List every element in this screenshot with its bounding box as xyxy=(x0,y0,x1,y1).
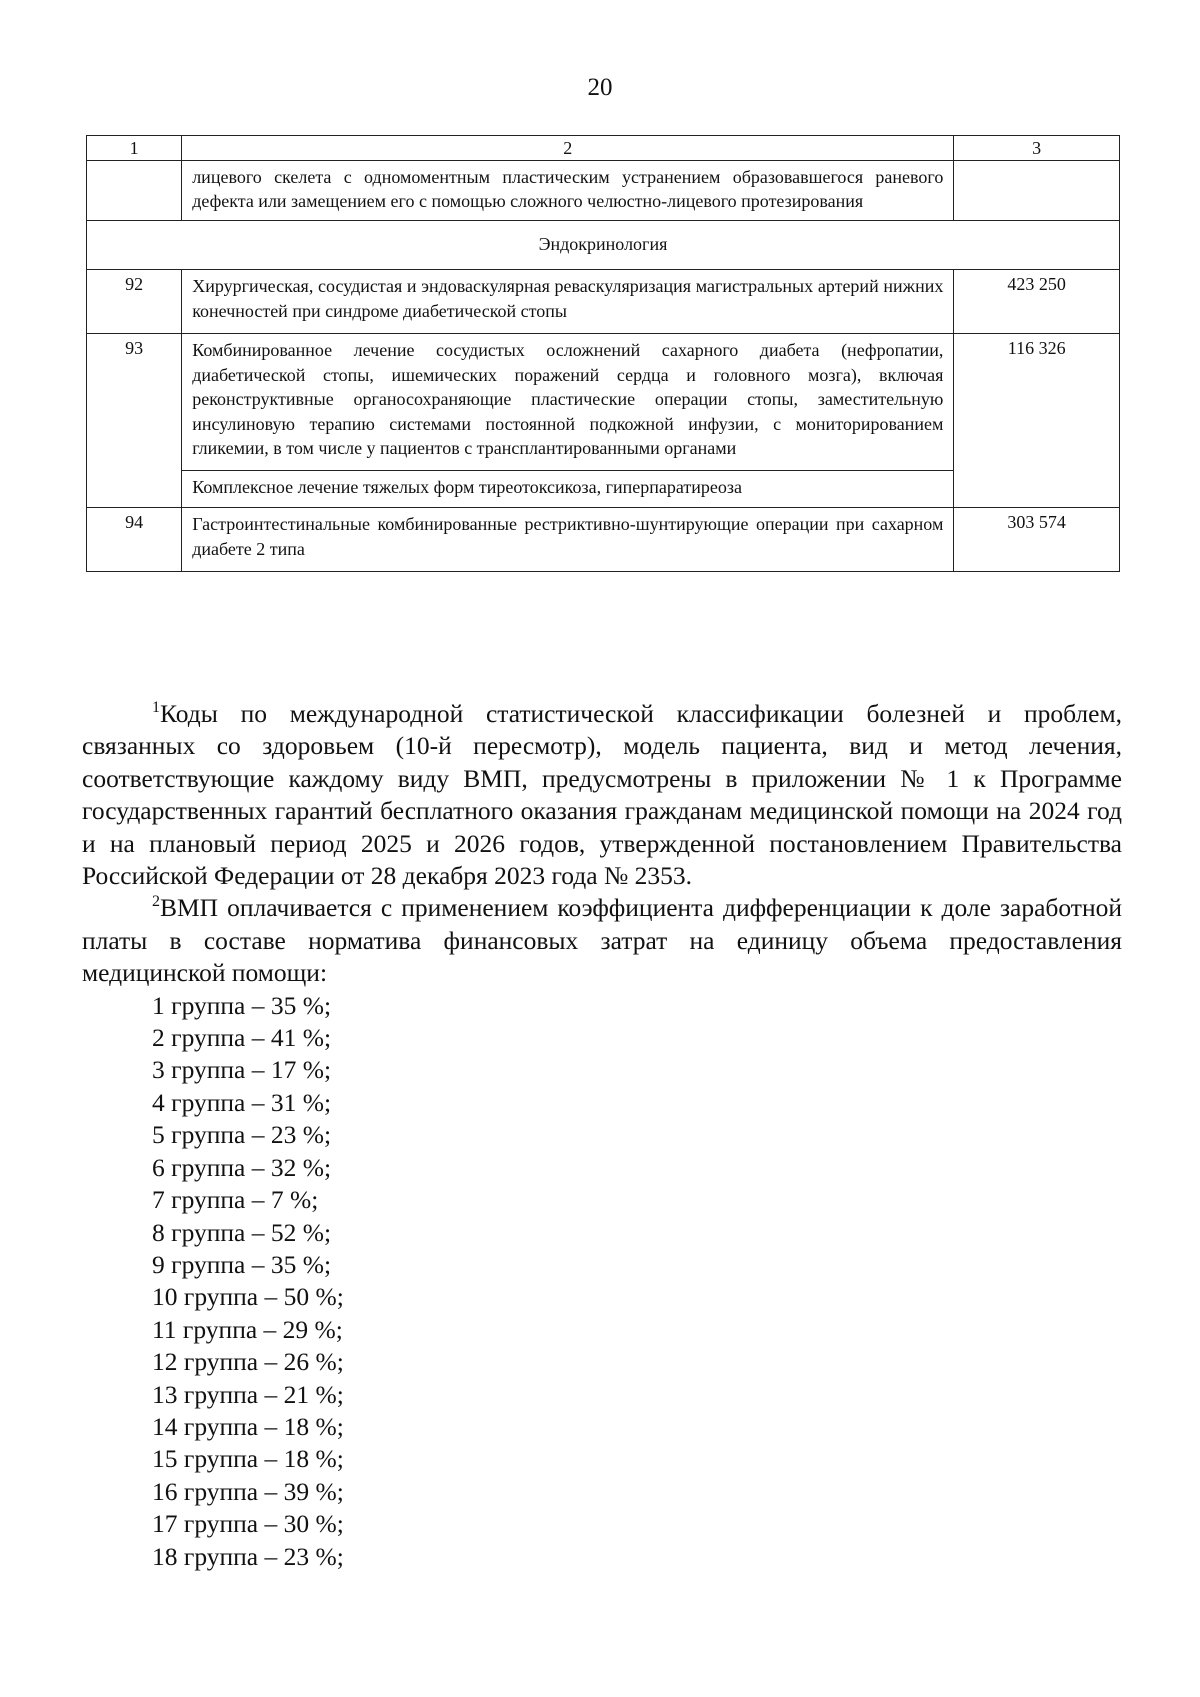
header-col-3: 3 xyxy=(954,136,1120,161)
list-item: 16 группа – 39 %; xyxy=(152,1476,344,1506)
cell-num: 92 xyxy=(87,270,182,334)
list-item: 4 группа – 31 %; xyxy=(152,1087,332,1117)
vmp-table xyxy=(86,135,1120,572)
list-item: 1 группа – 35 %; xyxy=(152,990,332,1020)
list-item: 3 группа – 17 %; xyxy=(152,1055,332,1085)
section-title: Эндокринология xyxy=(87,220,1120,269)
table-header-row xyxy=(87,136,1120,161)
list-item: 18 группа – 23 %; xyxy=(152,1541,344,1571)
footnote-1 xyxy=(82,698,1122,892)
table-row-92 xyxy=(87,270,1120,334)
list-item: 12 группа – 26 %; xyxy=(152,1347,344,1377)
page-number: 20 xyxy=(587,74,613,101)
table-row-94 xyxy=(87,508,1120,572)
header-col-2: 2 xyxy=(182,136,954,161)
list-item: 13 группа – 21 %; xyxy=(152,1379,344,1409)
table-row-continuation xyxy=(87,161,1120,221)
footnotes xyxy=(82,698,1122,1573)
footnote-text: ВМП оплачивается с применением коэффициента дифференциации к доле заработной платы в составе норматива финансовых затрат на единицу объема предоставления медицинской помощи: xyxy=(82,893,1122,988)
cell-cost: 116 326 xyxy=(954,334,1120,508)
cell-description: лицевого скелета с одномоментным пластическим устранением образовавшегося раневого дефекта или замещением его с помощью сложного челюстно-лицевого протезирования xyxy=(182,161,954,221)
list-item: 8 группа – 52 %; xyxy=(152,1217,332,1247)
cell-description: Гастроинтестинальные комбинированные рестриктивно-шунтирующие операции при сахарном диабете 2 типа xyxy=(182,508,954,572)
list-item: 7 группа – 7 %; xyxy=(152,1185,319,1215)
cell-cost xyxy=(954,161,1120,221)
cell-description: Комплексное лечение тяжелых форм тиреотоксикоза, гиперпаратиреоза xyxy=(182,470,954,507)
list-item: 5 группа – 23 %; xyxy=(152,1120,332,1150)
footnote-text: Коды по международной статистической классификации болезней и проблем, связанных со здоровьем (10-й пересмотр), модель пациента, вид и метод лечения, соответствующие каждому виду ВМП, предусмотрены в приложении № 1 к Программе государственных гарантий бесплатного оказания гражданам медицинской помощи на 2024 год и на плановый период 2025 и 2026 годов, утвержденной постановлением Правительства Российской Федерации от 28 декабря 2023 года № 2353. xyxy=(82,699,1122,891)
header-col-1: 1 xyxy=(87,136,182,161)
list-item: 2 группа – 41 %; xyxy=(152,1023,332,1053)
cell-cost: 303 574 xyxy=(954,508,1120,572)
list-item: 14 группа – 18 %; xyxy=(152,1411,344,1441)
cell-description: Комбинированное лечение сосудистых осложнений сахарного диабета (нефропатии, диабетической стопы, ишемических поражений сердца и головного мозга), включая реконструктивные органосохраняющие пластические операции стопы, заместительную инсулиновую терапию системами постоянной подкожной инфузии, с мониторированием гликемии, в том числе у пациентов с трансплантированными органами xyxy=(182,334,954,470)
list-item: 11 группа – 29 %; xyxy=(152,1314,343,1344)
table-row-93 xyxy=(87,334,1120,470)
footnote-2 xyxy=(82,892,1122,989)
list-item: 10 группа – 50 %; xyxy=(152,1282,344,1312)
cell-num xyxy=(87,161,182,221)
footnote-mark: 2 xyxy=(152,893,160,911)
list-item: 15 группа – 18 %; xyxy=(152,1444,344,1474)
cell-cost: 423 250 xyxy=(954,270,1120,334)
list-item: 6 группа – 32 %; xyxy=(152,1152,332,1182)
list-item: 9 группа – 35 %; xyxy=(152,1249,332,1279)
table-section-row xyxy=(87,220,1120,269)
cell-num: 94 xyxy=(87,508,182,572)
footnote-mark: 1 xyxy=(152,699,160,716)
cell-num: 93 xyxy=(87,334,182,508)
list-item: 17 группа – 30 %; xyxy=(152,1509,344,1539)
group-list xyxy=(82,990,1122,1573)
cell-description: Хирургическая, сосудистая и эндоваскулярная реваскуляризация магистральных артерий нижних конечностей при синдроме диабетической стопы xyxy=(182,270,954,334)
